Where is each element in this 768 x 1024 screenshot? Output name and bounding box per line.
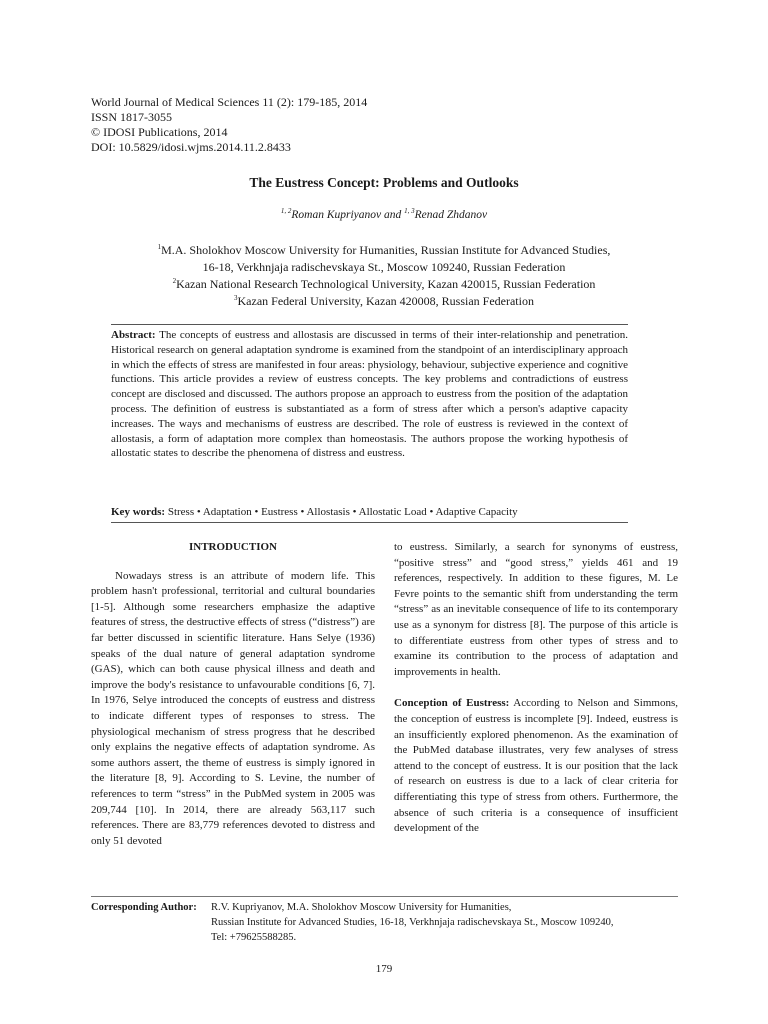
keywords-text: Stress • Adaptation • Eustress • Allostasis • Allostatic Load • Adaptive Capacity [167,506,518,518]
corresponding-line: R.V. Kupriyanov, M.A. Sholokhov Moscow University for Humanities, [211,902,512,913]
affiliations [0,242,768,310]
copyright: © IDOSI Publications, 2014 [91,125,228,139]
abstract-label: Abstract: [111,329,156,341]
introduction-paragraph: Nowadays stress is an attribute of modern life. This problem hasn't professional, territorial and cultural boundaries [1-5]. Although some researchers emphasize the adaptive features of stress, the destructive effects of stress (“distress”) are far better discussed in scientific literature. Hans Selye (1936) speaks of the dual nature of general adaptation syndrome (GAS), which can both cause physical illness and death and improve the body's resistance to unfavourable conditions [6, 7]. In 1976, Selye introduced the concepts of eustress and distress to indicate different types of responses to stress. The physiological mechanism of stress progress that he described only explains the negative effects of adaptation syndrome. As some authors assert, the theme of eustress is simply ignored in the literature [8, 9]. According to S. Levine, the number of references to term “stress” in the PubMed system in 2005 was 209,744 [10]. In 2014, there are already 563,117 such references. There are 83,779 references devoted to distress and only 51 devoted [91,569,375,847]
abstract [111,328,628,461]
corresponding-details [211,900,614,945]
body-paragraph: to eustress. Similarly, a search for synonyms of eustress, “positive stress” and “good stress,” yields 461 and 19 references, respectively. In addition to these figures, M. Le Fevre points to the semantic shift from understanding the term “stress” as an inevitable consequence of life to its contemporary use as a synonym for distress [8]. The purpose of this article is to differentiate eustress from other types of stress and to examine its contribution to the process of adaptation and improvements in health. [394,541,678,678]
affiliation-1-cont: 16-18, Verkhnjaja radischevskaya St., Moscow 109240, Russian Federation [202,260,566,274]
author-conjunction: and [384,209,402,221]
conception-text: According to Nelson and Simmons, the conception of eustress is incomplete [9]. Indeed, eustress is an insufficiently explored phenomenon. As the examination of the PubMed database illustrates, very few analyses of stress attend to the concept of eustress. It is our position that the lack of research on eustress is due to a lack of clear criteria for differentiating this type of stress from others. Furthermore, the absence of such criteria is a consequence of insufficient development of the [394,697,678,835]
page-number: 179 [375,963,393,975]
keywords-bottom-rule [111,522,628,523]
corresponding-label: Corresponding Author: [91,902,197,913]
corresponding-line: Russian Institute for Advanced Studies, 16-18, Verkhnjaja radischevskaya St., Moscow 109240, [211,917,614,928]
affiliation-text: Kazan Federal University, Kazan 420008, Russian Federation [237,294,534,308]
author-line [0,209,768,221]
section-heading-conception: Conception of Eustress: [394,697,510,710]
left-column [91,540,375,849]
author1-affil-marks: 1, 2 [280,207,292,216]
article-title: The Eustress Concept: Problems and Outlooks [249,175,519,190]
affiliation-marker: 1 [157,243,162,251]
affiliation-1 [0,242,768,259]
abstract-text: The concepts of eustress and allostasis are discussed in terms of their inter-relationship and penetration. Historical research on general adaptation syndrome is examined from the standpoint of an interdisciplinary approach in which the effects of stress are manifested in four areas: physiology, behaviour, subjective experience and cognitive functions. This article provides a review of eustress concepts. The key problems and contradictions of eustress concept are disclosed and discussed. The authors propose an approach to eustress from the position of the adaptation process. The definition of eustress is substantiated as a form of stress after which a person's adaptive capacity increases. The ways and mechanisms of eustress are described. The role of eustress is reviewed in the context of allostasis, a form of adaptation more complex than homeostasis. The authors propose the working hypothesis of allostatic states to describe the phenomena of distress and eustress. [111,329,628,460]
conception-paragraph [394,696,678,836]
journal-citation: World Journal of Medical Sciences 11 (2): 179-185, 2014 [91,95,368,109]
right-column [394,540,678,837]
keywords [111,506,518,518]
affiliation-marker: 3 [234,294,238,302]
section-heading-introduction: INTRODUCTION [188,541,277,553]
affiliation-text: Kazan National Research Technological University, Kazan 420015, Russian Federation [176,277,596,291]
affiliation-3 [0,293,768,310]
corresponding-line: Tel: +79625588285. [211,932,297,943]
author-name: Renad Zhdanov [414,209,488,221]
corresponding-row [91,900,681,945]
affiliation-marker: 2 [172,277,177,285]
author2-affil-marks: 1, 3 [404,207,415,216]
author-name: Roman Kupriyanov [291,209,382,221]
footnote-rule [91,896,678,897]
affiliation-2 [0,276,768,293]
abstract-top-rule [111,324,628,325]
affiliation-text: M.A. Sholokhov Moscow University for Humanities, Russian Institute for Advanced Studies, [161,243,611,257]
keywords-label: Key words: [111,506,166,518]
corresponding-author [91,900,681,945]
issn: ISSN 1817-3055 [91,110,173,124]
doi: DOI: 10.5829/idosi.wjms.2014.11.2.8433 [91,140,291,154]
